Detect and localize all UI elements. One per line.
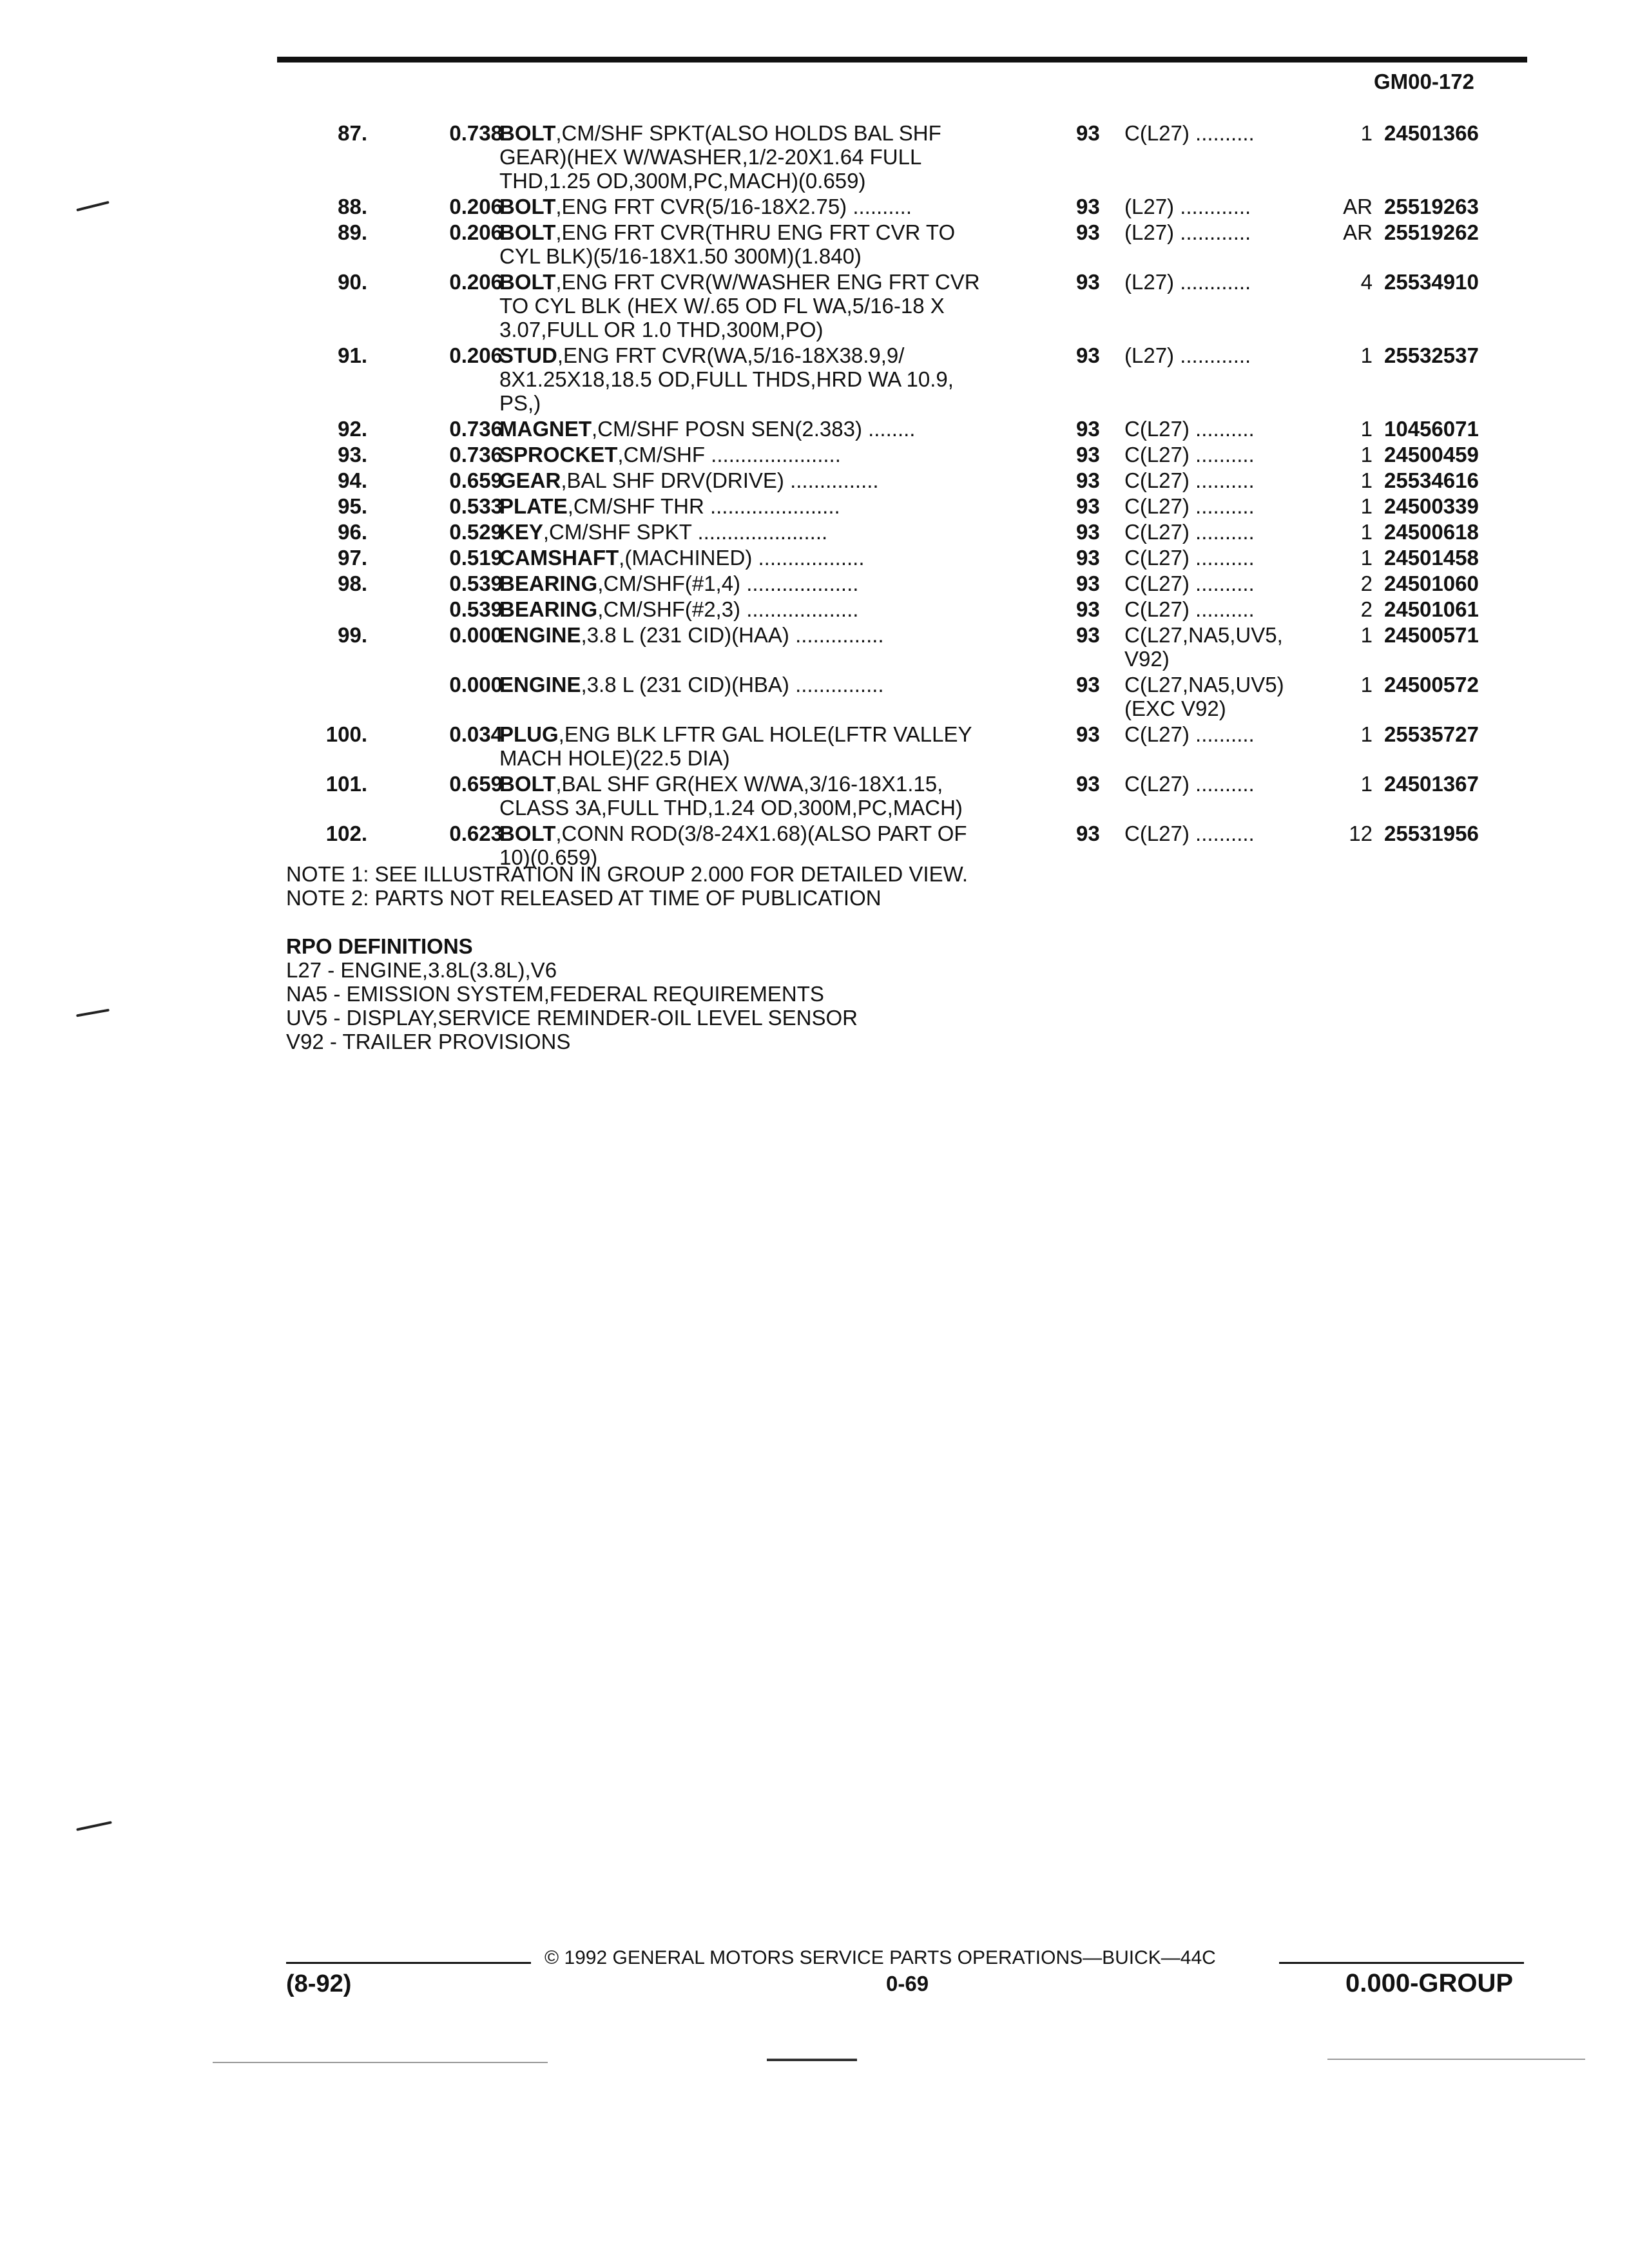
ref-number: 100.: [325, 722, 367, 746]
quantity: 1: [1360, 494, 1373, 518]
description-text: ,ENG BLK LFTR GAL HOLE(LFTR VALLEY: [558, 722, 972, 746]
usage-line: (L27) ............: [1124, 195, 1251, 218]
usage-line: (L27) ............: [1124, 343, 1251, 367]
part-row: [277, 520, 1540, 544]
part-name: ENGINE: [499, 623, 581, 647]
quantity: 1: [1360, 546, 1373, 570]
model-year: 93: [1076, 546, 1100, 570]
description-text: ,CM/SHF ......................: [617, 443, 841, 466]
description-text: ,ENG FRT CVR(W/WASHER ENG FRT CVR: [555, 270, 980, 294]
part-name: BOLT: [499, 772, 556, 796]
usage: [1124, 546, 1255, 570]
usage-line: C(L27) ..........: [1124, 572, 1255, 595]
rpo-item-na5: NA5 - EMISSION SYSTEM,FEDERAL REQUIREMENTS: [286, 982, 824, 1006]
group-number: 0.206: [449, 195, 503, 218]
usage: [1124, 572, 1255, 595]
part-row: [277, 494, 1540, 518]
usage-line: C(L27,NA5,UV5): [1124, 673, 1284, 697]
model-year: 93: [1076, 343, 1100, 367]
ref-number: 92.: [338, 417, 367, 441]
part-number: 24501366: [1384, 121, 1479, 145]
ref-number: 91.: [338, 343, 367, 367]
description-text: ,3.8 L (231 CID)(HBA) ...............: [581, 673, 884, 697]
quantity: 2: [1360, 597, 1373, 621]
group-number: 0.736: [449, 417, 503, 441]
quantity: 1: [1360, 417, 1373, 441]
quantity: 1: [1360, 520, 1373, 544]
quantity: 1: [1360, 343, 1373, 367]
group-number: 0.623: [449, 822, 503, 845]
part-name: BEARING: [499, 572, 598, 595]
doc-code: GM00-172: [1374, 70, 1474, 93]
part-number: 24500571: [1384, 623, 1479, 647]
usage: [1124, 270, 1251, 294]
part-number: 25535727: [1384, 722, 1479, 746]
rpo-item-l27: L27 - ENGINE,3.8L(3.8L),V6: [286, 958, 557, 982]
description-text: ,CM/SHF SPKT(ALSO HOLDS BAL SHF: [555, 121, 941, 145]
part-number: 24500339: [1384, 494, 1479, 518]
quantity: 1: [1360, 772, 1373, 796]
part-name: ENGINE: [499, 673, 581, 697]
part-name: KEY: [499, 520, 543, 544]
quantity: 1: [1360, 673, 1373, 697]
part-number: 10456071: [1384, 417, 1479, 441]
rpo-item-uv5: UV5 - DISPLAY,SERVICE REMINDER-OIL LEVEL SENSOR: [286, 1006, 858, 1030]
group-number: 0.034: [449, 722, 503, 746]
top-rule: [277, 57, 1527, 62]
ref-number: 97.: [338, 546, 367, 570]
model-year: 93: [1076, 220, 1100, 244]
footer-group: 0.000-GROUP: [1345, 1969, 1514, 1997]
group-number: 0.000: [449, 673, 503, 697]
model-year: 93: [1076, 597, 1100, 621]
usage-line: C(L27) ..........: [1124, 822, 1255, 845]
part-row: [277, 597, 1540, 621]
description-text: ,CM/SHF POSN SEN(2.383) ........: [592, 417, 916, 441]
usage-line: C(L27) ..........: [1124, 546, 1255, 570]
scan-line-center: [767, 2059, 857, 2061]
ref-number: 99.: [338, 623, 367, 647]
model-year: 93: [1076, 673, 1100, 697]
usage-line: C(L27) ..........: [1124, 443, 1255, 466]
usage-line: C(L27) ..........: [1124, 121, 1255, 145]
binder-mark-3: [76, 1821, 112, 1831]
model-year: 93: [1076, 722, 1100, 746]
model-year: 93: [1076, 822, 1100, 845]
usage-line: C(L27) ..........: [1124, 494, 1255, 518]
usage-line: C(L27) ..........: [1124, 772, 1255, 796]
description-text: ,BAL SHF GR(HEX W/WA,3/16-18X1.15,: [555, 772, 943, 796]
part-row: [277, 270, 1540, 341]
group-number: 0.533: [449, 494, 503, 518]
usage: [1124, 443, 1255, 466]
part-name: BOLT: [499, 220, 556, 244]
quantity: 1: [1360, 623, 1373, 647]
part-name: MAGNET: [499, 417, 592, 441]
ref-number: 98.: [338, 572, 367, 595]
part-number: 24501458: [1384, 546, 1479, 570]
binder-mark-2: [76, 1009, 110, 1017]
usage: [1124, 722, 1255, 746]
note-1: NOTE 1: SEE ILLUSTRATION IN GROUP 2.000 FOR DETAILED VIEW.: [286, 862, 969, 886]
description-text: ,CM/SHF(#2,3) ...................: [597, 597, 859, 621]
part-number: 24501060: [1384, 572, 1479, 595]
quantity: 1: [1360, 121, 1373, 145]
part-name: STUD: [499, 343, 557, 367]
description-text: ,BAL SHF DRV(DRIVE) ...............: [561, 468, 879, 492]
part-number: 25519262: [1384, 220, 1479, 244]
usage: [1124, 417, 1255, 441]
model-year: 93: [1076, 417, 1100, 441]
model-year: 93: [1076, 121, 1100, 145]
rpo-item-v92: V92 - TRAILER PROVISIONS: [286, 1030, 571, 1053]
group-number: 0.000: [449, 623, 503, 647]
usage-line: C(L27) ..........: [1124, 417, 1255, 441]
footer-rule-left: [286, 1962, 531, 1964]
ref-number: 89.: [338, 220, 367, 244]
group-number: 0.206: [449, 343, 503, 367]
footer-date: (8-92): [286, 1970, 352, 1997]
usage: [1124, 772, 1255, 796]
description-line: 10)(0.659): [499, 845, 598, 869]
description-line: CLASS 3A,FULL THD,1.24 OD,300M,PC,MACH): [499, 796, 963, 820]
quantity: 1: [1360, 722, 1373, 746]
description-line: MACH HOLE)(22.5 DIA): [499, 746, 730, 770]
usage: [1124, 121, 1255, 145]
usage: [1124, 673, 1284, 720]
part-number: 25531956: [1384, 822, 1479, 845]
group-number: 0.736: [449, 443, 503, 466]
part-name: BOLT: [499, 121, 556, 145]
part-name: SPROCKET: [499, 443, 618, 466]
part-name: GEAR: [499, 468, 561, 492]
rpo-definitions: [286, 934, 858, 1053]
group-number: 0.206: [449, 270, 503, 294]
rpo-title: RPO DEFINITIONS: [286, 934, 473, 958]
usage-line: C(L27,NA5,UV5,: [1124, 623, 1283, 647]
part-row: [277, 546, 1540, 570]
scan-line-left: [213, 2062, 548, 2063]
ref-number: 95.: [338, 494, 367, 518]
usage-line: (L27) ............: [1124, 270, 1251, 294]
footer-page-number: 0-69: [886, 1972, 929, 1995]
part-row: [277, 443, 1540, 466]
ref-number: 101.: [325, 772, 367, 796]
part-number: 25532537: [1384, 343, 1479, 367]
description-text: ,CONN ROD(3/8-24X1.68)(ALSO PART OF: [555, 822, 967, 845]
usage: [1124, 195, 1251, 218]
usage-line: V92): [1124, 647, 1170, 671]
scan-line-right: [1327, 2059, 1585, 2060]
quantity: 2: [1360, 572, 1373, 595]
description-line: CYL BLK)(5/16-18X1.50 300M)(1.840): [499, 244, 862, 268]
group-number: 0.659: [449, 468, 503, 492]
binder-mark-1: [76, 201, 109, 211]
part-number: 24500572: [1384, 673, 1479, 697]
part-name: PLUG: [499, 722, 559, 746]
model-year: 93: [1076, 270, 1100, 294]
model-year: 93: [1076, 195, 1100, 218]
ref-number: 94.: [338, 468, 367, 492]
description-line: GEAR)(HEX W/WASHER,1/2-20X1.64 FULL: [499, 145, 922, 169]
notes-section: [286, 862, 968, 910]
part-number: 24501367: [1384, 772, 1479, 796]
description-line: 8X1.25X18,18.5 OD,FULL THDS,HRD WA 10.9,: [499, 367, 954, 391]
part-number: 25534616: [1384, 468, 1479, 492]
description-text: ,ENG FRT CVR(5/16-18X2.75) ..........: [555, 195, 912, 218]
part-row: [277, 468, 1540, 492]
model-year: 93: [1076, 623, 1100, 647]
usage-line: (EXC V92): [1124, 697, 1226, 720]
part-name: BOLT: [499, 270, 556, 294]
part-name: BOLT: [499, 195, 556, 218]
usage-line: C(L27) ..........: [1124, 722, 1255, 746]
model-year: 93: [1076, 494, 1100, 518]
usage: [1124, 822, 1255, 845]
part-row: [277, 220, 1540, 268]
group-number: 0.539: [449, 597, 503, 621]
ref-number: 93.: [338, 443, 367, 466]
group-number: 0.659: [449, 772, 503, 796]
part-number: 25534910: [1384, 270, 1479, 294]
ref-number: 96.: [338, 520, 367, 544]
part-name: BEARING: [499, 597, 598, 621]
usage-line: C(L27) ..........: [1124, 597, 1255, 621]
part-row: [277, 417, 1540, 441]
quantity: 4: [1360, 270, 1373, 294]
ref-number: 102.: [325, 822, 367, 845]
usage: [1124, 343, 1251, 367]
ref-number: 87.: [338, 121, 367, 145]
description-line: TO CYL BLK (HEX W/.65 OD FL WA,5/16-18 X: [499, 294, 945, 318]
group-number: 0.539: [449, 572, 503, 595]
model-year: 93: [1076, 520, 1100, 544]
description-line: PS,): [499, 391, 541, 415]
usage-line: C(L27) ..........: [1124, 520, 1255, 544]
part-name: CAMSHAFT: [499, 546, 619, 570]
usage: [1124, 520, 1255, 544]
description-text: ,CM/SHF THR ......................: [567, 494, 840, 518]
description-text: ,ENG FRT CVR(WA,5/16-18X38.9,9/: [557, 343, 905, 367]
part-row: [277, 121, 1540, 193]
description-line: THD,1.25 OD,300M,PC,MACH)(0.659): [499, 169, 866, 193]
usage: [1124, 597, 1255, 621]
group-number: 0.738: [449, 121, 503, 145]
usage-line: C(L27) ..........: [1124, 468, 1255, 492]
footer-rule-right: [1279, 1962, 1524, 1964]
quantity: 1: [1360, 443, 1373, 466]
part-row: [277, 572, 1540, 595]
part-number: 24500618: [1384, 520, 1479, 544]
group-number: 0.206: [449, 220, 503, 244]
part-name: BOLT: [499, 822, 556, 845]
model-year: 93: [1076, 468, 1100, 492]
part-number: 24500459: [1384, 443, 1479, 466]
quantity: AR: [1343, 195, 1373, 218]
group-number: 0.519: [449, 546, 503, 570]
ref-number: 90.: [338, 270, 367, 294]
description-text: ,CM/SHF(#1,4) ...................: [597, 572, 859, 595]
description-text: ,(MACHINED) ..................: [619, 546, 865, 570]
group-number: 0.529: [449, 520, 503, 544]
description-text: ,3.8 L (231 CID)(HAA) ...............: [581, 623, 884, 647]
part-row: [277, 343, 1540, 415]
usage-line: (L27) ............: [1124, 220, 1251, 244]
quantity: 12: [1349, 822, 1373, 845]
part-row: [277, 772, 1540, 820]
description-text: ,CM/SHF SPKT ......................: [543, 520, 828, 544]
part-number: 25519263: [1384, 195, 1479, 218]
part-row: [277, 722, 1540, 770]
part-number: 24501061: [1384, 597, 1479, 621]
note-2: NOTE 2: PARTS NOT RELEASED AT TIME OF PUBLICATION: [286, 886, 882, 910]
model-year: 93: [1076, 572, 1100, 595]
model-year: 93: [1076, 443, 1100, 466]
description-line: 3.07,FULL OR 1.0 THD,300M,PO): [499, 318, 824, 341]
ref-number: 88.: [338, 195, 367, 218]
part-name: PLATE: [499, 494, 568, 518]
footer-copyright: © 1992 GENERAL MOTORS SERVICE PARTS OPERATIONS—BUICK—44C: [545, 1947, 1216, 1968]
part-row: [277, 623, 1540, 671]
part-row: [277, 195, 1540, 218]
usage: [1124, 468, 1255, 492]
quantity: AR: [1343, 220, 1373, 244]
usage: [1124, 623, 1283, 671]
usage: [1124, 494, 1255, 518]
model-year: 93: [1076, 772, 1100, 796]
description-text: ,ENG FRT CVR(THRU ENG FRT CVR TO: [555, 220, 956, 244]
quantity: 1: [1360, 468, 1373, 492]
usage: [1124, 220, 1251, 244]
part-row: [277, 673, 1540, 720]
